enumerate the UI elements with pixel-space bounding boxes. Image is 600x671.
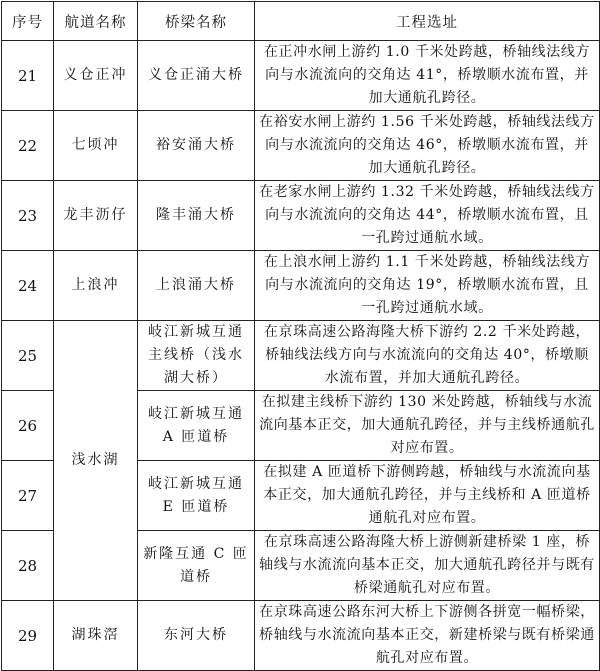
- row-seq: 27: [2, 461, 54, 531]
- row-channel: 七顷冲: [54, 111, 138, 181]
- row-site: 在拟建主线桥下游约 130 米处跨越，桥轴线与水流流向基本正交，加大通航孔跨径，并与主线桥通航孔对应布置。: [255, 391, 600, 461]
- row-bridge: 岐江新城互通 E 匝道桥: [138, 461, 255, 531]
- row-bridge: 新隆互通 C 匝道桥: [138, 531, 255, 601]
- table-row: [2, 41, 600, 111]
- row-seq: 28: [2, 531, 54, 601]
- row-site: 在京珠高速公路东河大桥上下游侧各拼宽一幅桥梁，桥轴线与水流流向基本正交，新建桥梁与既有桥梁通航孔对应布置。: [255, 601, 600, 671]
- table-row: [2, 111, 600, 181]
- row-channel: 义仓正冲: [54, 41, 138, 111]
- table-row: [2, 601, 600, 671]
- row-bridge: 义仓正涌大桥: [138, 41, 255, 111]
- row-bridge: 东河大桥: [138, 601, 255, 671]
- row-channel-merged: 浅水湖: [54, 321, 138, 601]
- row-seq: 21: [2, 41, 54, 111]
- row-bridge: 上浪涌大桥: [138, 251, 255, 321]
- bridge-site-table: [1, 1, 600, 671]
- row-site: 在正冲水闸上游约 1.0 千米处跨越，桥轴线法线方向与水流流向的交角达 41°，桥墩顺水流布置，并加大通航孔跨径。: [255, 41, 600, 111]
- row-bridge: 岐江新城互通 A 匝道桥: [138, 391, 255, 461]
- header-seq: 序号: [2, 2, 54, 41]
- row-channel: 湖珠滘: [54, 601, 138, 671]
- row-site: 在拟建 A 匝道桥下游侧跨越，桥轴线与水流流向基本正交，加大通航孔跨径，并与主线桥和 A 匝道桥通航孔对应布置。: [255, 461, 600, 531]
- row-bridge: 隆丰涌大桥: [138, 181, 255, 251]
- row-site: 在裕安水闸上游约 1.56 千米处跨越，桥轴线法线方向与水流流向的交角达 46°，桥墩顺水流布置，并加大通航孔跨径。: [255, 111, 600, 181]
- row-site: 在京珠高速公路海隆大桥上游侧新建桥梁 1 座，桥轴线与水流流向基本正交，加大通航孔跨径并与既有桥梁通航孔对应布置。: [255, 531, 600, 601]
- row-seq: 23: [2, 181, 54, 251]
- row-seq: 25: [2, 321, 54, 391]
- row-site: 在老家水闸上游约 1.32 千米处跨越，桥轴线法线方向与水流流向的交角达 44°，桥墩顺水流布置，且一孔跨过通航水域。: [255, 181, 600, 251]
- row-bridge: 岐江新城互通主线桥（浅水湖大桥）: [138, 321, 255, 391]
- row-seq: 26: [2, 391, 54, 461]
- table-row: [2, 251, 600, 321]
- row-seq: 24: [2, 251, 54, 321]
- header-channel: 航道名称: [54, 2, 138, 41]
- table-row: [2, 321, 600, 391]
- table-row: [2, 181, 600, 251]
- row-channel: 龙丰沥仔: [54, 181, 138, 251]
- row-site: 在京珠高速公路海隆大桥下游约 2.2 千米处跨越，桥轴线法线方向与水流流向的交角达 40°，桥墩顺水流布置，并加大通航孔跨径。: [255, 321, 600, 391]
- row-seq: 29: [2, 601, 54, 671]
- header-site: 工程选址: [255, 2, 600, 41]
- header-bridge: 桥梁名称: [138, 2, 255, 41]
- header-row: [2, 2, 600, 41]
- row-seq: 22: [2, 111, 54, 181]
- row-site: 在上浪水闸上游约 1.1 千米处跨越，桥轴线法线方向与水流流向的交角达 19°，桥墩顺水流布置，且一孔跨过通航水域。: [255, 251, 600, 321]
- row-bridge: 裕安涌大桥: [138, 111, 255, 181]
- row-channel: 上浪冲: [54, 251, 138, 321]
